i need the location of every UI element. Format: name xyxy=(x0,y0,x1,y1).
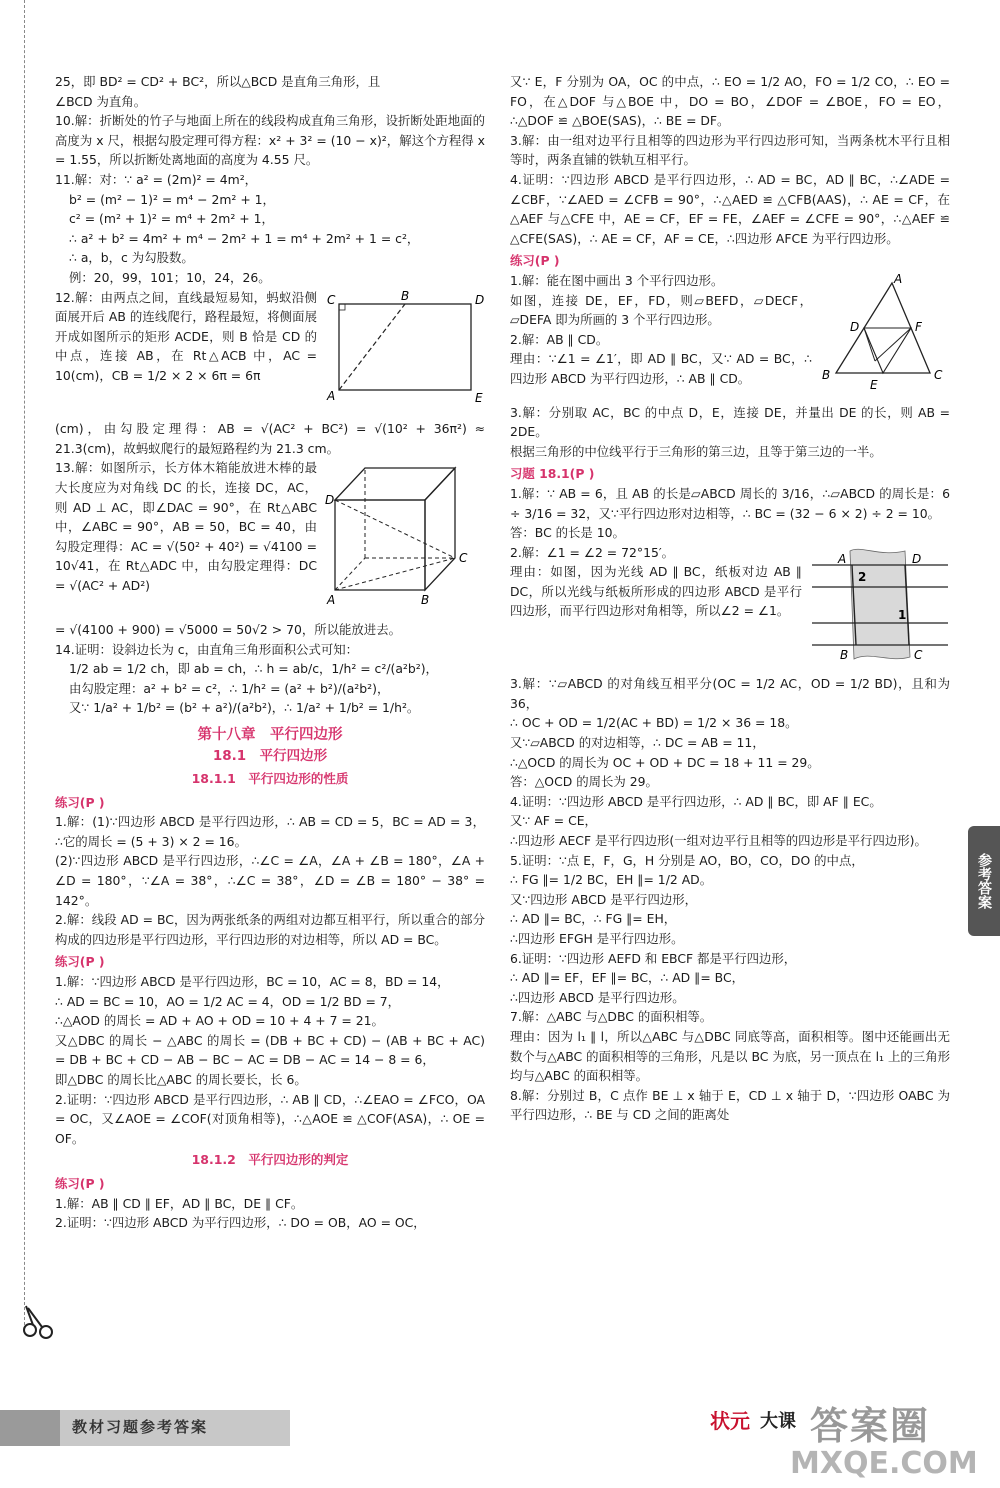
answer-line: ∴ a，b，c 为勾股数。 xyxy=(69,250,194,266)
practice-label: 练习(P ) xyxy=(510,253,560,269)
exercise-answer: 又∵四边形 ABCD 是平行四边形， xyxy=(510,891,698,907)
practice-answer: 1.解：∵四边形 ABCD 是平行四边形，BC = 10，AC = 8，BD = 14， xyxy=(55,974,450,989)
fig-label: B xyxy=(822,367,831,382)
box-figure xyxy=(325,460,485,616)
exercise-answer: 7.解：△ABC 与△DBC 的面积相等。 xyxy=(510,1009,713,1025)
left-column xyxy=(55,72,485,1233)
cut-line xyxy=(24,0,25,1330)
fig-label: D xyxy=(912,551,922,566)
answer-line: 又∵ 1/a² + 1/b² = (b² + a²)/(a²b²)，∴ 1/a² + 1/b² = 1/h²。 xyxy=(69,700,420,716)
fig-label: A xyxy=(327,388,336,403)
practice-answer: 根据三角形的中位线平行于三角形的第三边，且等于第三边的一半。 xyxy=(510,443,882,459)
exercise-answer: ∴四边形 ABCD 是平行四边形。 xyxy=(510,989,685,1005)
practice-answer: (2)∵四边形 ABCD 是平行四边形，∴∠C = ∠A，∠A + ∠B = 180°，∠A + ∠D = 180°，∵∠A = 38°，∴∠C = 38°，∠D = ∠B = 180° − 38° = 142°。 xyxy=(55,853,485,908)
answer-line: = √(4100 + 900) = √5000 = 50√2 > 70，所以能放进去。 xyxy=(55,621,401,637)
answer-line: 又∵ E，F 分别为 OA，OC 的中点，∴ EO = 1/2 AO，FO = 1/2 CO，∴ EO = FO，在△DOF 与△BOE 中，DO = BO，∠DOF = ∠BOE，FO = EO，∴△DOF ≌ △BOE(SAS)，∴ BE = DF。 xyxy=(510,74,950,129)
exercise-answer: 4.证明：∵四边形 ABCD 是平行四边形，∴ AD ∥ BC，即 AF ∥ EC。 xyxy=(510,793,882,809)
answer-line: ∴ a² + b² = 4m² + m⁴ − 2m² + 1 = m⁴ + 2m² + 1 = c²， xyxy=(69,230,420,246)
light-paper-figure xyxy=(810,545,950,671)
answer-line: 1/2 ab = 1/2 ch，即 ab = ch，∴ h = ab/c，1/h² = c²/(a²b²)， xyxy=(69,661,438,677)
exercise-answer: 理由：如图，因为光线 AD ∥ BC，纸板对边 AB ∥ DC，所以光线与纸板所形成的四边形 ABCD 是平行四边形，而平行四边形对角相等，所以∠2 = ∠1。 xyxy=(510,564,802,619)
fig-label: B xyxy=(401,289,410,303)
subsection-title: 18.1.2 平行四边形的判定 xyxy=(191,1152,349,1168)
exercise-answer: ∴四边形 AECF 是平行四边形(一组对边平行且相等的四边形是平行四边形)。 xyxy=(510,833,927,849)
practice-label: 练习(P ) xyxy=(55,794,105,810)
practice-answer: ∴△AOD 的周长 = AD + AO + OD = 10 + 4 + 7 = 21。 xyxy=(55,1013,384,1029)
exercise-answer: 3.解：∵▱ABCD 的对角线互相平分(OC = 1/2 AC，OD = 1/2 BD)，且和为 36， xyxy=(510,676,950,711)
brand-logo-red: 状元 xyxy=(710,1409,750,1433)
rectangle-figure xyxy=(325,290,485,416)
answer-line: (cm)，由勾股定理得：AB = √(AC² + BC²) = √(10² + 36π²) ≈ 21.3(cm)，故蚂蚁爬行的最短路程约为 21.3 cm。 xyxy=(55,421,485,456)
fig-label: A xyxy=(838,551,847,566)
triangle-figure xyxy=(820,273,950,399)
exercise-label: 习题 18.1(P ) xyxy=(510,466,595,482)
fig-label: B xyxy=(421,593,430,608)
fig-label: E xyxy=(870,377,878,392)
watermark: 答案圈 xyxy=(810,1404,931,1448)
exercise-answer: ∴ FG ∥= 1/2 BC，EH ∥= 1/2 AD。 xyxy=(510,872,713,888)
fig-label: E xyxy=(475,390,483,405)
answer-14: 14.证明：设斜边长为 c，由直角三角形面积公式可知： xyxy=(55,641,359,657)
answer-12: 12.解：由两点之间，直线最短易知，蚂蚁沿侧面展开后 AB 的连线爬行，路程最短，将侧面展开成如图所示的矩形 ACDE，则 B 恰是 CD 的中点，连接 AB，在 Rt△ACB 中，AC = 10(cm)，CB = 1/2 × 2 × 6π = 6π xyxy=(55,289,317,383)
practice-label: 练习(P ) xyxy=(55,1175,105,1191)
practice-answer: 1.解：AB ∥ CD ∥ EF，AD ∥ BC，DE ∥ CF。 xyxy=(55,1195,304,1211)
answer-line: 例：20，99，101；10，24，26。 xyxy=(69,269,271,285)
subsection-title: 18.1.1 平行四边形的性质 xyxy=(191,771,349,787)
exercise-answer: ∴ AD ∥= BC，∴ FG ∥= EH， xyxy=(510,911,677,927)
practice-label: 练习(P ) xyxy=(55,954,105,970)
chapter-title: 第十八章 平行四边形 xyxy=(197,726,343,743)
answer-line: 25，即 BD² = CD² + BC²，所以△BCD 是直角三角形，且 xyxy=(55,74,381,89)
fig-label: D xyxy=(475,292,485,307)
fig-label: F xyxy=(915,319,922,334)
fig-label: B xyxy=(840,647,849,662)
exercise-answer: ∴四边形 EFGH 是平行四边形。 xyxy=(510,931,684,946)
answer-line: ∠BCD 为直角。 xyxy=(55,93,147,109)
right-column xyxy=(510,72,950,1125)
exercise-answer: ∴ OC + OD = 1/2(AC + BD) = 1/2 × 36 = 18。 xyxy=(510,715,798,731)
angle-label: 2 xyxy=(858,569,867,584)
exercise-answer: 又∵ AF = CE， xyxy=(510,813,597,829)
answer-line: b² = (m² − 1)² = m⁴ − 2m² + 1， xyxy=(69,191,275,207)
answer-3: 3.解：由一组对边平行且相等的四边形为平行四边形可知，当两条枕木平行且相等时，两条直铺的铁轨互相平行。 xyxy=(510,132,950,168)
answer-11: 11.解：对：∵ a² = (2m)² = 4m²， xyxy=(55,171,258,187)
exercise-answer: 理由：因为 l₁ ∥ l，所以△ABC 与△DBC 同底等高，面积相等。图中还能画出无数个与△ABC 的面积相等的三角形，凡是以 BC 为底，另一顶点在 l₁ 上的三角形均与△ABC 的面积相等。 xyxy=(510,1028,950,1084)
angle-label: 1 xyxy=(898,607,907,622)
practice-answer: 又△DBC 的周长 − △ABC 的周长 = (DB + BC + CD) − (AB + BC + AC) = DB + BC + CD − AB − BC − AC = DB − AC = 14 − 8 = 6， xyxy=(55,1032,485,1068)
answer-line: c² = (m² + 1)² = m⁴ + 2m² + 1， xyxy=(69,211,274,227)
side-tab: 参考答案 xyxy=(968,826,1000,936)
exercise-answer: 1.解：∵ AB = 6，且 AB 的长是▱ABCD 周长的 3/16，∴▱ABCD 的周长是：6 ÷ 3/16 = 32，又∵平行四边形对边相等，∴ BC = (32 − 6 × 2) ÷ 2 = 10。 xyxy=(510,485,950,521)
fig-label: D xyxy=(325,493,335,508)
exercise-answer: 答：△OCD 的周长为 29。 xyxy=(510,774,658,790)
fig-label: C xyxy=(327,292,336,307)
answer-4: 4.证明：∵四边形 ABCD 是平行四边形，∴ AD = BC，AD ∥ BC，∴∠ADE = ∠CBF，∵∠AED = ∠CFB = 90°，∴△AED ≌ △CFB(AAS)，∴ AE = CF，在△AEF 与△CFE 中，AE = CF，EF = FE，∠AEF = ∠CFE = 90°，∴△AEF ≌ △CFE(SAS)，∴ AE = CF，AF = CE，∴四边形 AFCE 为平行四边形。 xyxy=(510,171,950,246)
scissors-icon xyxy=(22,1304,62,1340)
exercise-answer: ∴△OCD 的周长为 OC + OD + DC = 18 + 11 = 29。 xyxy=(510,754,820,770)
exercise-answer: 6.证明：∵四边形 AEFD 和 EBCF 都是平行四边形， xyxy=(510,950,797,966)
answer-10: 10.解：折断处的竹子与地面上所在的线段构成直角三角形，设折断处距地面的高度为 x 尺，根据勾股定理可得方程：x² + 3² = (10 − x)²，解这个方程得 x = 1.55，所以折断处离地面的高度为 4.55 尺。 xyxy=(55,113,485,168)
practice-answer: 2.解：AB ∥ CD。 xyxy=(510,331,609,347)
exercise-answer: 5.证明：∵点 E，F，G，H 分别是 AO，BO，CO，DO 的中点， xyxy=(510,852,864,868)
watermark-url: MXQE.COM xyxy=(790,1446,978,1481)
practice-answer: 2.解：线段 AD = BC，因为两张纸条的两组对边都互相平行，所以重合的部分构成的四边形是平行四边形，平行四边形的对边相等，所以 AD = BC。 xyxy=(55,912,485,947)
exercise-answer: 2.解：∠1 = ∠2 = 72°15′。 xyxy=(510,544,675,560)
answer-13: 13.解：如图所示，长方体木箱能放进木棒的最大长度应为对角线 DC 的长，连接 DC，AC，则 AD ⊥ AC，即∠DAC = 90°，在 Rt△ABC 中，∠ABC = 90°，AB = 50，BC = 40，由勾股定理得：AC = √(50² + 40²) = √4100 = 10√41，在 Rt△ADC 中，由勾股定理得：DC = √(AC² + AD²) xyxy=(55,460,317,593)
fig-label: C xyxy=(459,551,468,566)
brand-logo-black: 大课 xyxy=(760,1411,796,1432)
fig-label: A xyxy=(327,593,336,608)
exercise-answer: 答：BC 的长是 10。 xyxy=(510,525,625,541)
practice-answer: 理由：∵∠1 = ∠1′，即 AD ∥ BC，又∵ AD = BC，∴四边形 ABCD 为平行四边形，∴ AB ∥ CD。 xyxy=(510,351,812,386)
footer-bar-accent xyxy=(0,1410,60,1446)
practice-answer: 1.解：能在图中画出 3 个平行四边形。 xyxy=(510,272,724,288)
fig-label: C xyxy=(914,647,923,662)
practice-answer: 3.解：分别取 AC，BC 的中点 D，E，连接 DE，并量出 DE 的长，则 AB = 2DE。 xyxy=(510,404,950,440)
practice-answer: 2.证明：∵四边形 ABCD 为平行四边形，∴ DO = OB，AO = OC， xyxy=(55,1215,426,1231)
exercise-answer: 又∵▱ABCD 的对边相等，∴ DC = AB = 11， xyxy=(510,735,765,751)
fig-label: C xyxy=(934,367,943,382)
practice-answer: 2.证明：∵四边形 ABCD 是平行四边形，∴ AB ∥ CD，∴∠EAO = ∠FCO，OA = OC，又∠AOE = ∠COF(对顶角相等)，∴△AOE ≌ △COF(ASA)，∴ OE = OF。 xyxy=(55,1091,485,1146)
answer-line: 由勾股定理：a² + b² = c²，∴ 1/h² = (a² + b²)/(a²b²)， xyxy=(69,680,390,696)
footer-title: 教材习题参考答案 xyxy=(72,1418,209,1436)
fig-label: A xyxy=(894,272,903,286)
exercise-answer: 8.解：分别过 B，C 点作 BE ⊥ x 轴于 E，CD ⊥ x 轴于 D，∵四边形 OABC 为平行四边形，∴ BE 与 CD 之间的距离处 xyxy=(510,1087,950,1123)
practice-answer: 如图，连接 DE，EF，FD，则▱BEFD，▱DECF，▱DEFA 即为所画的 3 个平行四边形。 xyxy=(510,292,812,328)
fig-label: D xyxy=(850,319,860,334)
exercise-answer: ∴ AD ∥= EF，EF ∥= BC，∴ AD ∥= BC， xyxy=(510,970,744,986)
section-title: 18.1 平行四边形 xyxy=(212,748,328,765)
practice-answer: ∴ AD = BC = 10，AO = 1/2 AC = 4，OD = 1/2 BD = 7， xyxy=(55,993,401,1009)
practice-answer: 1.解：(1)∵四边形 ABCD 是平行四边形，∴ AB = CD = 5，BC = AD = 3，∴它的周长 = (5 + 3) × 2 = 16。 xyxy=(55,814,485,849)
practice-answer: 即△DBC 的周长比△ABC 的周长要长，长 6。 xyxy=(55,1071,307,1087)
